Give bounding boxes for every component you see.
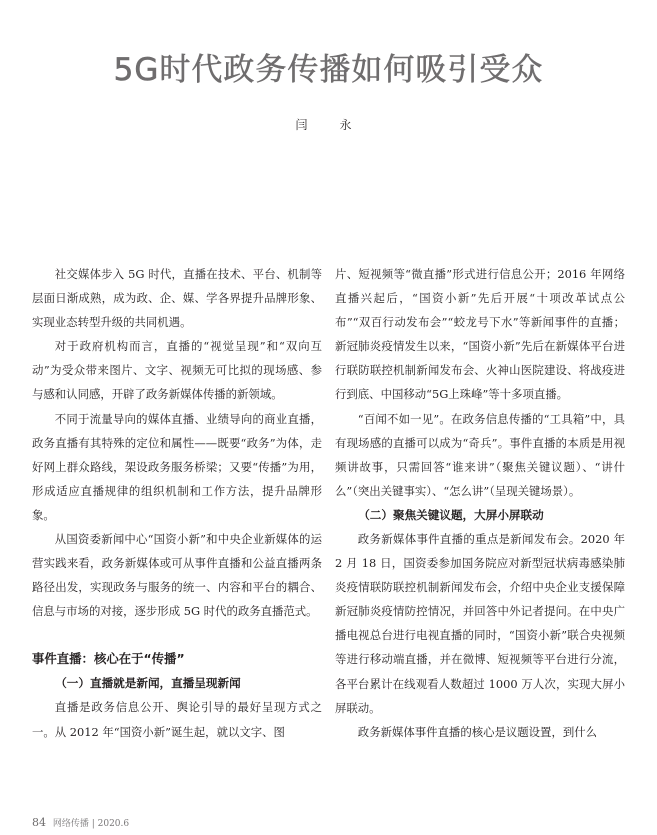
journal-info: 网络传播 | 2020.6 xyxy=(52,819,130,829)
right-paragraph-4: 政务新媒体事件直播的核心是议题设置，到什么 xyxy=(357,724,598,739)
left-paragraph-4: 从国资委新闻中心“国资小新”和中央企业新媒体的运营实践来看，政务新媒体或可从事件直播和公益直播两条路径出发，实现政务与服务的统一、内容和平台的耦合、信息与市场的对接，逐步形成 5G 时代的政务直播范式。 xyxy=(32,532,322,619)
right-paragraph-2: “百闻不如一见”。在政务信息传播的“工具箱”中，具有现场感的直播可以成为“奇兵”。事件直播的本质是用视频讲故事，只需回答“谁来讲”（聚焦关键议题）、“讲什么”（突出关键事实）、“怎么讲”（呈现关键场景）。 xyxy=(335,411,625,498)
left-column xyxy=(32,262,322,744)
left-paragraph-5: 直播是政务信息公开、舆论引导的最好呈现方式之一。从 2012 年“国资小新”诞生起，就以文字、图 xyxy=(32,700,322,739)
page-footer xyxy=(32,816,129,829)
left-paragraph-1: 社交媒体步入 5G 时代，直播在技术、平台、机制等层面日渐成熟，成为政、企、媒、学各界提升品牌形象、实现业态转型升级的共同机遇。 xyxy=(32,267,322,330)
subheading-1: （一）直播就是新闻，直播呈现新闻 xyxy=(55,676,241,691)
article-title: 5G时代政务传播如何吸引受众 xyxy=(113,52,544,88)
article-author: 闫 永 xyxy=(295,118,362,132)
page-number: 84 xyxy=(32,816,46,829)
subheading-2: （二）聚焦关键议题，大屏小屏联动 xyxy=(358,507,544,522)
section-heading-event-live: 事件直播：核心在于“传播” xyxy=(32,651,185,667)
right-paragraph-1: 片、短视频等“微直播”形式进行信息公开；2016 年网络直播兴起后，“国资小新”先后开展“十项改革试点公布”“双百行动发布会”“蛟龙号下水”等新闻事件的直播；新冠肺炎疫情发生以来，“国资小新”先后在新媒体平台进行联防联控机制新闻发布会、火神山医院建设、将战疫进行到底、中国移动“5G上珠峰”等十多项直播。 xyxy=(335,267,625,402)
left-paragraph-3: 不同于流量导向的媒体直播、业绩导向的商业直播，政务直播有其特殊的定位和属性——既要“政务”为体，走好网上群众路线，架设政务服务桥梁；又要“传播”为用，形成适应直播规律的组织机制和工作方法，提升品牌形象。 xyxy=(32,411,322,522)
right-paragraph-3: 政务新媒体事件直播的重点是新闻发布会。2020 年 2 月 18 日，国资委参加国务院应对新型冠状病毒感染肺炎疫情联防联控机制新闻发布会，介绍中央企业支援保障新冠肺炎疫情防控情况，并回答中外记者提问。在中央广播电视总台进行电视直播的同时，“国资小新”联合央视频等进行移动端直播，并在微博、短视频等平台进行分流，各平台累计在线观看人数超过 1000 万人次，实现大屏小屏联动。 xyxy=(335,531,625,715)
left-paragraph-2: 对于政府机构而言，直播的“视觉呈现”和“双向互动”为受众带来图片、文字、视频无可比拟的现场感、参与感和认同感，开辟了政务新媒体传播的新领域。 xyxy=(32,339,322,402)
section-spacer xyxy=(32,623,322,647)
right-column xyxy=(335,262,625,744)
